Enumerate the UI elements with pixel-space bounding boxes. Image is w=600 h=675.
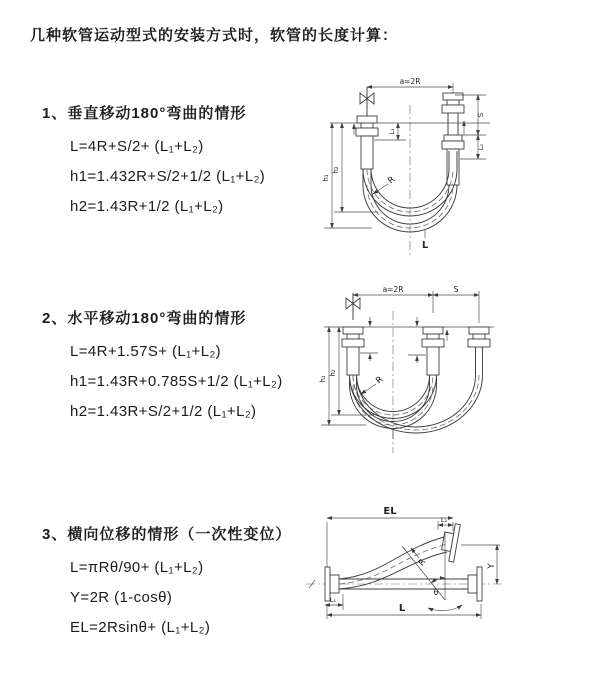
section-horizontal-180 <box>42 307 283 427</box>
dim-label-l1: L₁ <box>329 596 337 604</box>
page-title: 几种软管运动型式的安装方式时，软管的长度计算： <box>30 27 399 44</box>
radius-callout <box>373 175 397 194</box>
radius-callout <box>361 375 385 394</box>
radius-label: R <box>416 557 429 569</box>
dimension-a2r <box>367 77 453 93</box>
dim-label-el: EL <box>383 506 397 517</box>
dimension-l1 <box>374 123 406 140</box>
radius-label: R <box>386 174 398 187</box>
formula-h1: h1=1.432R+S/2+1/2 (L₁+L₂) <box>70 168 266 185</box>
formula-length: L=4R+1.57S+ (L₁+L₂) <box>70 343 222 360</box>
valve-icon <box>360 87 374 116</box>
section-vertical-180 <box>42 102 265 222</box>
dimension-l2 <box>477 135 485 159</box>
length-callout <box>422 230 428 251</box>
diagram-horizontal-180-bend <box>308 283 600 463</box>
dimension-el <box>327 506 453 567</box>
dim-label-h1: h₁ <box>322 174 330 182</box>
formula-length: L=4R+S/2+ (L₁+L₂) <box>70 138 204 155</box>
length-label: L <box>422 240 429 251</box>
dim-label-l: L <box>398 603 406 614</box>
hose-bend <box>350 375 483 439</box>
dim-label-s: S <box>477 112 485 118</box>
section-1-heading: 1、垂直移动180°弯曲的情形 <box>42 105 247 122</box>
dim-label-l1: L₁ <box>388 128 396 135</box>
hose-fittings <box>342 327 490 375</box>
diagram-vertical-180-bend <box>310 73 600 258</box>
angle-label: θ <box>433 588 439 597</box>
dim-label-a2r: a=2R <box>399 77 421 86</box>
dim-label-h1: h₁ <box>319 375 327 383</box>
diagram-lateral-displacement <box>298 498 600 663</box>
dim-label-l2: L₂ <box>477 143 485 151</box>
dimension-s <box>433 285 479 295</box>
formula-h2: h2=1.43R+1/2 (L₁+L₂) <box>70 198 224 215</box>
valve-icon <box>346 293 360 320</box>
dim-label-h2: h₂ <box>332 166 340 174</box>
formula-h1: h1=1.43R+0.785S+1/2 (L₁+L₂) <box>70 373 283 390</box>
dim-label-s: S <box>453 285 459 294</box>
dimension-a2r <box>353 285 479 323</box>
dim-label-a2r: a=2R <box>382 285 404 294</box>
radius-label: R <box>374 374 386 387</box>
section-lateral-displacement <box>42 523 291 643</box>
section-3-heading: 3、横向位移的情形（一次性变位） <box>42 526 292 543</box>
dim-label-y: Y <box>487 563 497 569</box>
section-2-heading: 2、水平移动180°弯曲的情形 <box>42 310 247 327</box>
formula-length: L=πRθ/90+ (L₁+L₂) <box>70 559 204 576</box>
formula-el: EL=2Rsinθ+ (L₁+L₂) <box>70 619 211 636</box>
formula-y: Y=2R (1-cosθ) <box>70 589 173 606</box>
dim-label-h2: h₂ <box>329 369 337 377</box>
dimension-l <box>327 603 481 619</box>
dim-label-l2: L₂ <box>440 516 448 524</box>
formula-h2: h2=1.43R+S/2+1/2 (L₁+L₂) <box>70 403 257 420</box>
